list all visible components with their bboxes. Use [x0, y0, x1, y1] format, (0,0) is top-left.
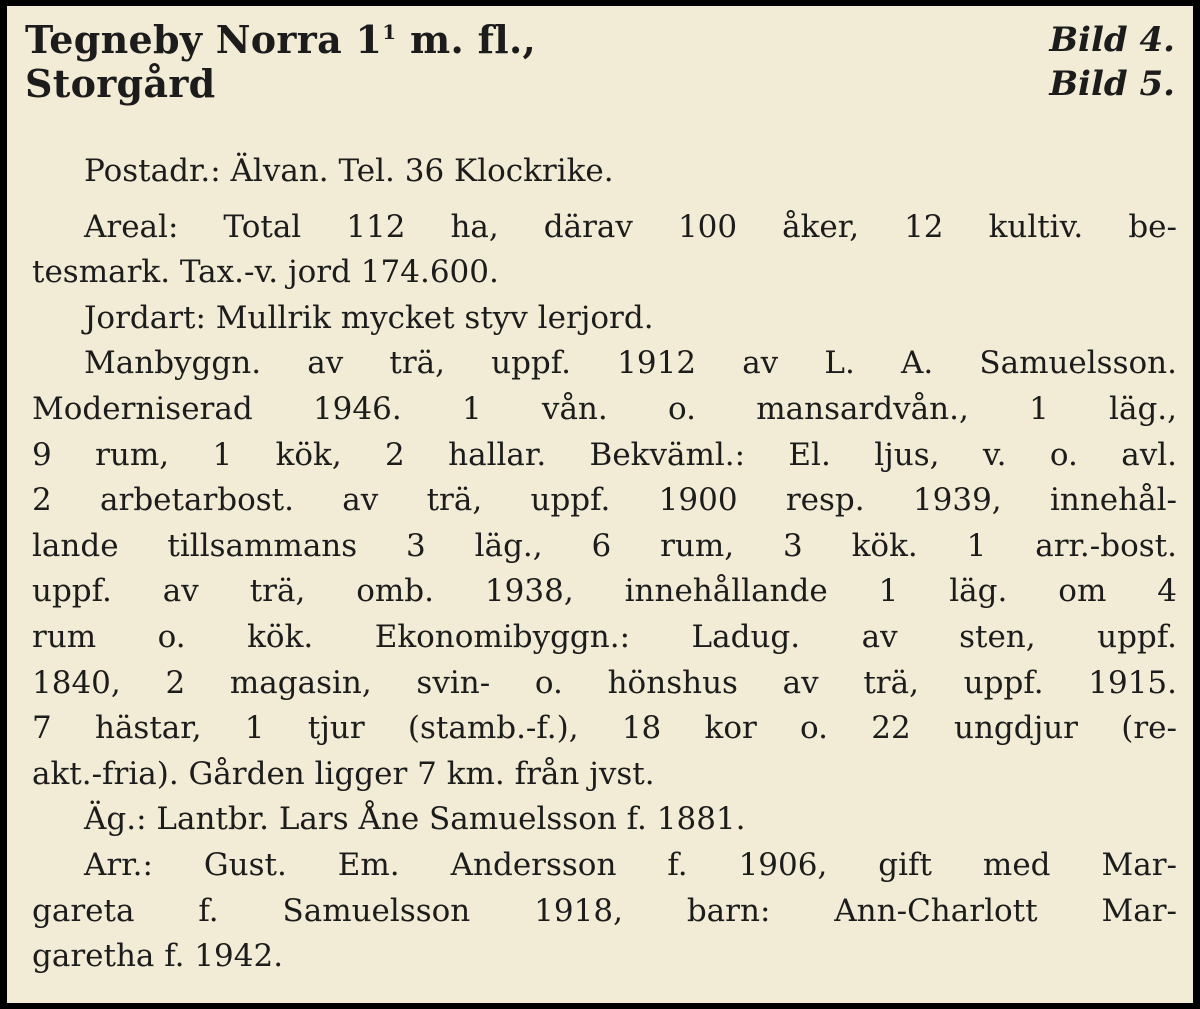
bild-reference-1: Bild 4.: [1049, 20, 1175, 60]
text-line: Äg.: Lantbr. Lars Åne Samuelsson f. 1881.: [84, 801, 746, 838]
heading-title-line1: Tegneby Norra $1^1$ m. fl.,: [25, 17, 537, 62]
text-line: tesmark. Tax.-v. jord 174.600.: [32, 254, 499, 291]
postal-address: Postadr.: Älvan. Tel. 36 Klockrike.: [84, 153, 614, 189]
text-line: Moderniserad 1946. 1 vån. o. mansardvån., 1 läg.,: [32, 390, 1177, 427]
document-page: [7, 6, 1193, 1003]
text-line: Jordart: Mullrik mycket styv lerjord.: [84, 299, 654, 336]
entry-body: [32, 149, 1177, 980]
text-line: gareta f. Samuelsson 1918, barn: Ann-Charlott Mar-: [32, 892, 1177, 929]
area-paragraph: [32, 205, 1177, 296]
text-line: Areal: Total 112 ha, därav 100 åker, 12 kultiv. be-: [84, 208, 1177, 245]
text-line: rum o. kök. Ekonomibyggn.: Ladug. av sten, uppf.: [32, 618, 1177, 655]
text-line: 1840, 2 magasin, svin- o. hönshus av trä, uppf. 1915.: [32, 664, 1177, 701]
entry-heading: [25, 18, 1175, 106]
text-line: 2 arbetarbost. av trä, uppf. 1900 resp. 1939, innehål-: [32, 482, 1177, 519]
postal-address-paragraph: [32, 149, 1177, 195]
owner-paragraph: [32, 797, 1177, 843]
text-line: Manbyggn. av trä, uppf. 1912 av L. A. Samuelsson.: [84, 345, 1177, 382]
text-line: akt.-fria). Gården ligger 7 km. från jvst.: [32, 755, 655, 792]
soil-paragraph: [32, 296, 1177, 342]
heading-superscript: 1: [382, 20, 397, 44]
buildings-paragraph: [32, 341, 1177, 797]
text-line: lande tillsammans 3 läg., 6 rum, 3 kök. 1 arr.-bost.: [32, 527, 1177, 564]
text-line: Arr.: Gust. Em. Andersson f. 1906, gift med Mar-: [84, 846, 1177, 883]
text-line: uppf. av trä, omb. 1938, innehållande 1 läg. om 4: [32, 573, 1177, 610]
text-line: 7 hästar, 1 tjur (stamb.-f.), 18 kor o. 22 ungdjur (re-: [32, 710, 1177, 747]
bild-reference-2: Bild 5.: [1049, 64, 1175, 104]
tenant-paragraph: [32, 843, 1177, 980]
text-line: garetha f. 1942.: [32, 938, 284, 975]
text-line: 9 rum, 1 kök, 2 hallar. Bekväml.: El. ljus, v. o. avl.: [32, 436, 1177, 473]
heading-title-line2: Storgård: [25, 61, 216, 106]
